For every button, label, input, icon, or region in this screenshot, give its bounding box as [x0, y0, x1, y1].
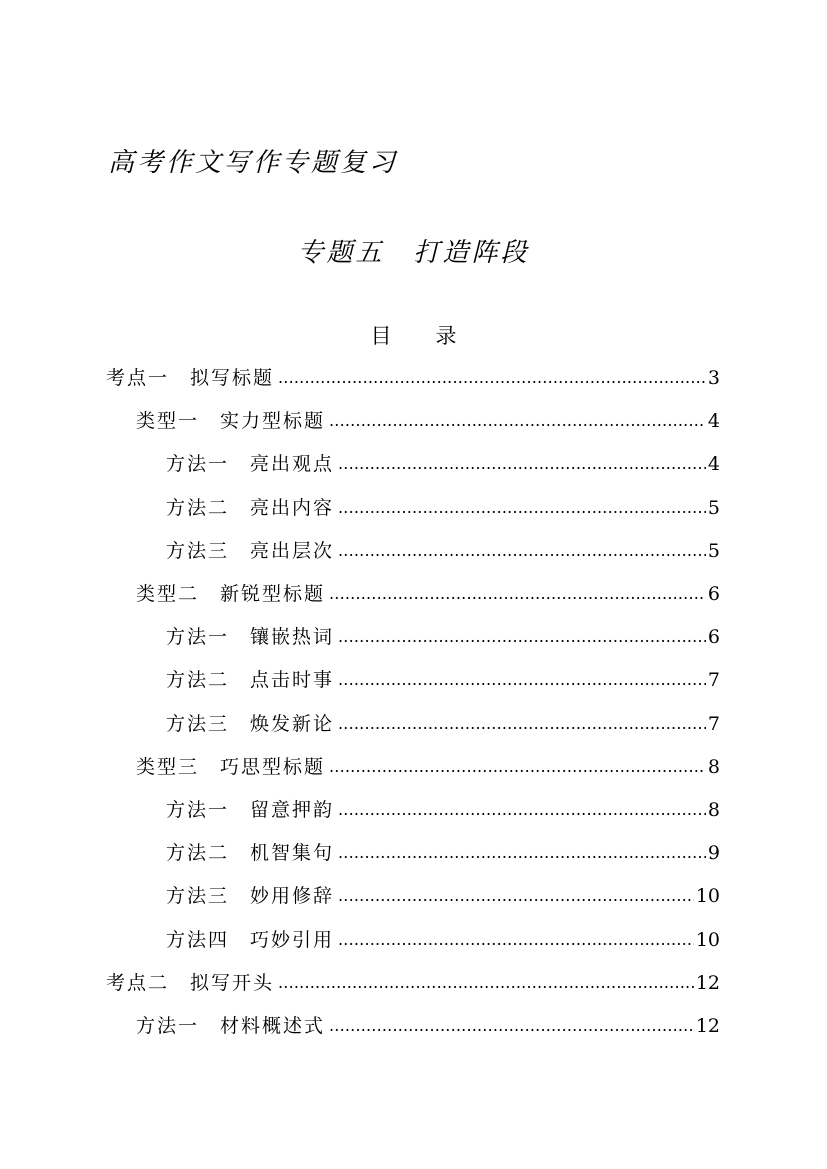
toc-entry[interactable]: [166, 490, 720, 520]
toc-entry[interactable]: [166, 619, 720, 649]
toc-entry-page: 6: [707, 626, 720, 649]
toc-leader-dots: [338, 798, 706, 822]
toc-leader-dots: [338, 712, 706, 736]
toc-entry-label: 考点二 拟写开头: [106, 971, 275, 994]
toc-entry-page: 6: [707, 583, 720, 605]
toc-leader-dots: [338, 625, 706, 649]
toc-entry[interactable]: [136, 403, 720, 433]
toc-entry-label: 考点一 拟写标题: [106, 367, 275, 389]
toc-entry[interactable]: [166, 706, 720, 736]
toc-entry[interactable]: [166, 878, 720, 908]
chapter-title: 专题五 打造阵段: [297, 238, 530, 268]
toc-leader-dots: [338, 884, 694, 908]
toc-entry[interactable]: [136, 576, 720, 606]
toc-entry-page: 8: [707, 755, 720, 778]
toc-entry-page: 4: [707, 453, 720, 476]
toc-leader-dots: [338, 668, 706, 692]
toc-entry-label: 方法一 材料概述式: [136, 1015, 326, 1037]
toc-leader-dots: [338, 539, 706, 563]
toc-leader-dots: [338, 841, 706, 865]
toc-entry[interactable]: [166, 662, 720, 692]
toc-entry[interactable]: [106, 360, 720, 390]
toc-entry[interactable]: [106, 965, 720, 995]
toc-entry-page: 8: [707, 799, 720, 821]
toc-entry-page: 4: [707, 410, 720, 433]
toc-entry-page: 9: [707, 842, 720, 865]
toc-entry[interactable]: [166, 835, 720, 865]
toc-entry[interactable]: [166, 533, 720, 563]
toc-leader-dots: [329, 755, 706, 779]
toc-entry[interactable]: [166, 922, 720, 952]
toc-entry-label: 方法二 机智集句: [166, 842, 335, 865]
toc-entry-page: 12: [695, 971, 720, 994]
toc-entry-label: 方法一 亮出观点: [166, 453, 335, 476]
toc-leader-dots: [278, 366, 706, 390]
toc-entry-label: 方法二 点击时事: [166, 669, 335, 692]
toc-entry-page: 12: [695, 1015, 720, 1037]
toc-leader-dots: [278, 971, 694, 995]
toc-entry-label: 方法二 亮出内容: [166, 496, 335, 519]
toc-leader-dots: [329, 1014, 694, 1038]
toc-entry-page: 7: [707, 712, 720, 735]
toc-entry-label: 方法一 留意押韵: [166, 799, 335, 821]
toc-entry-page: 3: [707, 367, 720, 389]
toc-entry[interactable]: [166, 792, 720, 822]
toc-entry-page: 10: [695, 885, 720, 908]
document-title: 高考作文写作专题复习: [108, 148, 399, 178]
toc-leader-dots: [338, 452, 706, 476]
toc-entry[interactable]: [136, 749, 720, 779]
toc-entry-label: 方法三 亮出层次: [166, 539, 335, 562]
toc-leader-dots: [338, 496, 706, 520]
toc-leader-dots: [329, 409, 706, 433]
toc-entry-page: 5: [707, 539, 720, 562]
toc-entry-page: 5: [707, 496, 720, 519]
toc-entry-label: 方法三 焕发新论: [166, 712, 335, 735]
toc-entry[interactable]: [136, 1008, 720, 1038]
toc-heading: 目录: [370, 324, 501, 348]
toc-entry[interactable]: [166, 446, 720, 476]
toc-entry-label: 类型二 新锐型标题: [136, 583, 326, 605]
toc-entry-label: 方法四 巧妙引用: [166, 928, 335, 951]
toc-entry-label: 方法三 妙用修辞: [166, 885, 335, 908]
toc-entry-page: 7: [707, 669, 720, 692]
toc-entry-label: 类型三 巧思型标题: [136, 755, 326, 778]
toc-entry-page: 10: [695, 928, 720, 951]
toc-leader-dots: [329, 582, 706, 606]
toc-entry-label: 类型一 实力型标题: [136, 410, 326, 433]
toc-leader-dots: [338, 928, 694, 952]
toc-entry-label: 方法一 镶嵌热词: [166, 626, 335, 649]
